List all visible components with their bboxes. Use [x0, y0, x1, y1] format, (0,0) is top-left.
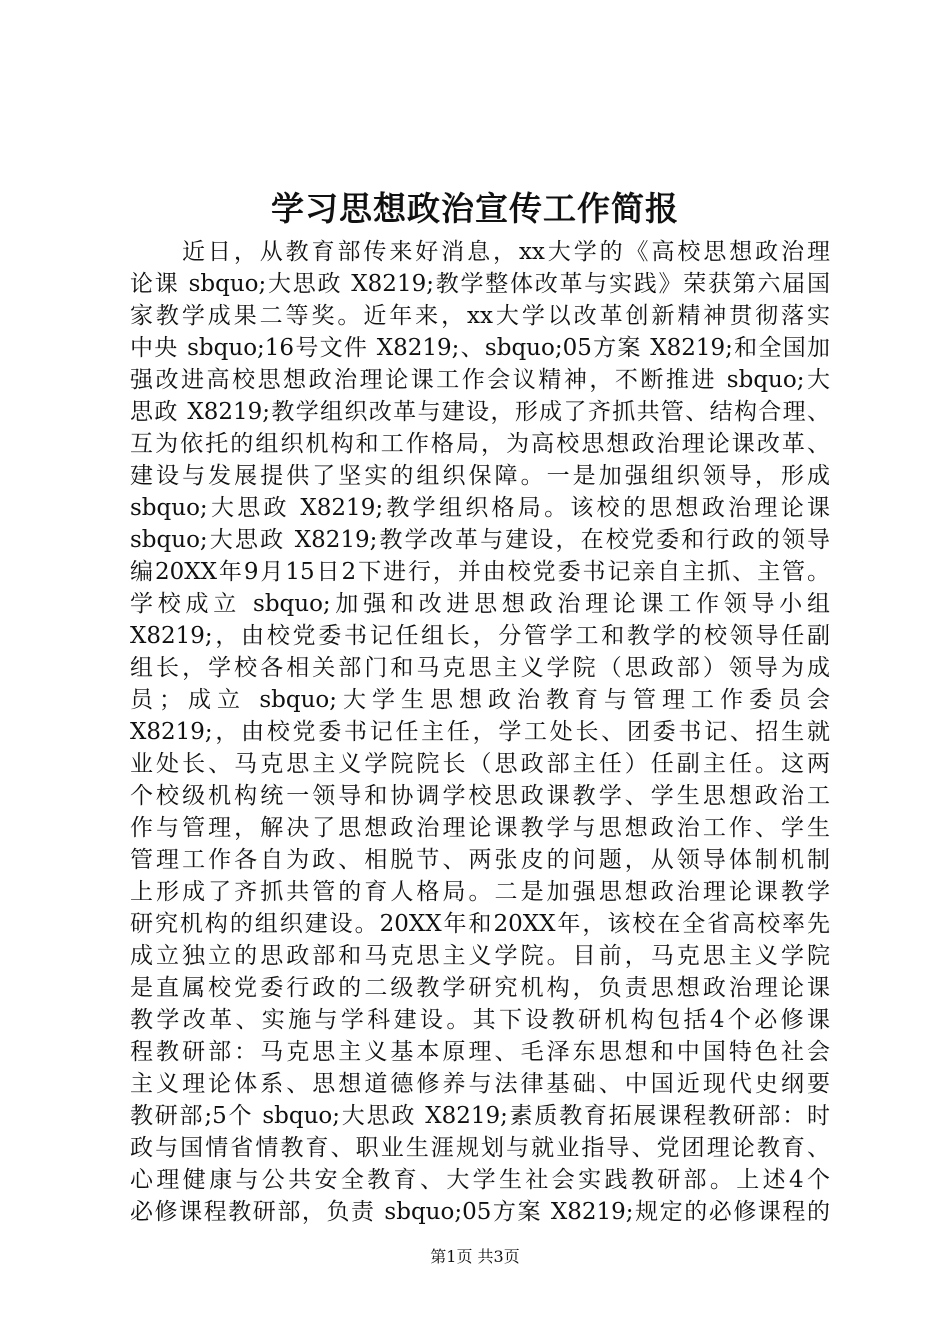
body-line: 组长，学校各相关部门和马克思主义学院（思政部）领导为成 — [130, 655, 830, 681]
body-line: 教研部;5个 sbquo;大思政 X8219;素质教育拓展课程教研部：时 — [130, 1103, 830, 1129]
body-line: 成立独立的思政部和马克思主义学院。目前，马克思主义学院 — [130, 943, 830, 969]
body-line: 政与国情省情教育、职业生涯规划与就业指导、党团理论教育、 — [130, 1135, 830, 1161]
body-line: sbquo;大思政 X8219;教学改革与建设，在校党委和行政的领导 — [130, 527, 830, 553]
body-line: X8219;，由校党委书记任主任，学工处长、团委书记、招生就 — [130, 719, 830, 745]
body-line: 学校成立 sbquo;加强和改进思想政治理论课工作领导小组 — [130, 591, 830, 617]
body-line: sbquo;大思政 X8219;教学组织格局。该校的思想政治理论课 — [130, 495, 830, 521]
document-title: 学习思想政治宣传工作简报 — [271, 189, 679, 228]
document-body — [130, 236, 830, 1228]
body-line: 强改进高校思想政治理论课工作会议精神，不断推进 sbquo;大 — [130, 367, 830, 393]
body-line: 教学改革、实施与学科建设。其下设教研机构包括4个必修课 — [130, 1007, 830, 1033]
body-line: 程教研部：马克思主义基本原理、毛泽东思想和中国特色社会 — [130, 1039, 830, 1065]
body-line: 作与管理，解决了思想政治理论课教学与思想政治工作、学生 — [130, 815, 830, 841]
body-line: 个校级机构统一领导和协调学校思政课教学、学生思想政治工 — [130, 783, 830, 809]
body-line: 必修课程教研部，负责 sbquo;05方案 X8219;规定的必修课程的 — [130, 1199, 830, 1225]
body-line: 是直属校党委行政的二级教学研究机构，负责思想政治理论课 — [130, 975, 830, 1001]
body-line: X8219;，由校党委书记任组长，分管学工和教学的校领导任副 — [130, 623, 830, 649]
body-line: 业处长、马克思主义学院院长（思政部主任）任副主任。这两 — [130, 751, 830, 777]
body-line: 上形成了齐抓共管的育人格局。二是加强思想政治理论课教学 — [130, 879, 830, 905]
body-line: 主义理论体系、思想道德修养与法律基础、中国近现代史纲要 — [130, 1071, 830, 1097]
body-line: 员；成立 sbquo;大学生思想政治教育与管理工作委员会 — [130, 687, 830, 713]
body-line: 建设与发展提供了坚实的组织保障。一是加强组织领导，形成 — [130, 463, 830, 489]
body-line: 管理工作各自为政、相脱节、两张皮的问题，从领导体制机制 — [130, 847, 830, 873]
body-line: 研究机构的组织建设。20XX年和20XX年，该校在全省高校率先 — [130, 911, 830, 937]
body-line: 思政 X8219;教学组织改革与建设，形成了齐抓共管、结构合理、 — [130, 399, 830, 425]
body-line: 论课 sbquo;大思政 X8219;教学整体改革与实践》荣获第六届国 — [130, 271, 830, 297]
body-line: 中央 sbquo;16号文件 X8219;、sbquo;05方案 X8219;和全国加 — [130, 335, 830, 361]
page-footer: 第1页 共3页 — [430, 1247, 520, 1266]
body-line: 近日，从教育部传来好消息，xx大学的《高校思想政治理 — [182, 239, 830, 265]
body-line: 心理健康与公共安全教育、大学生社会实践教研部。上述4个 — [130, 1167, 830, 1193]
body-line: 编20XX年9月15日2下进行，并由校党委书记亲自主抓、主管。 — [130, 559, 830, 585]
body-line: 互为依托的组织机构和工作格局，为高校思想政治理论课改革、 — [130, 431, 830, 457]
body-line: 家教学成果二等奖。近年来，xx大学以改革创新精神贯彻落实 — [130, 303, 830, 329]
